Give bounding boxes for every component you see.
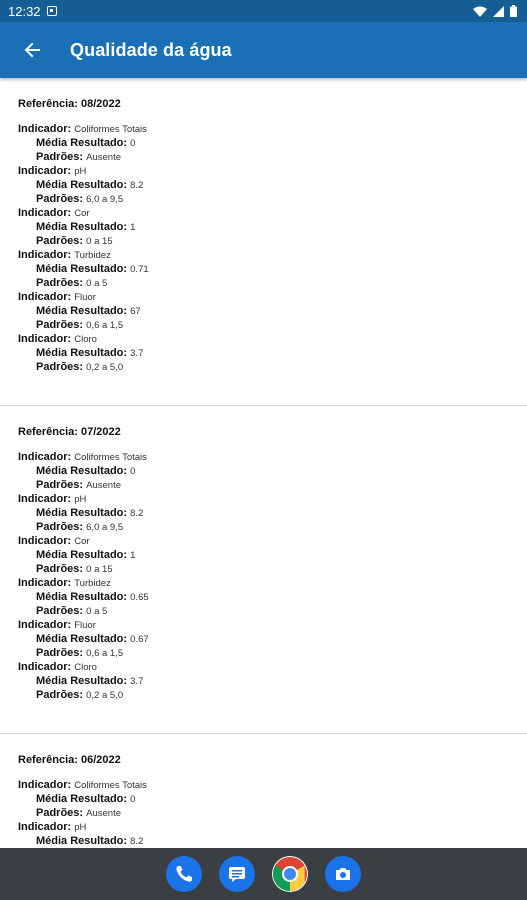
reference-value: 07/2022 [80,426,121,438]
media-row [18,506,509,520]
indicator-name: Fluor [74,292,96,303]
indicator-name: Coliformes Totais [74,452,147,463]
padroes-label: Padrões: [36,521,84,533]
padroes-label: Padrões: [36,807,84,819]
indicator-row [18,248,509,262]
padroes-value: 6,0 a 9,5 [86,522,124,533]
padroes-row [18,604,509,618]
app-bar [0,22,527,78]
battery-icon [510,5,517,17]
indicator-label: Indicador: [18,291,72,303]
media-row [18,834,509,848]
padroes-label: Padrões: [36,193,84,205]
indicator-label: Indicador: [18,779,72,791]
padroes-row [18,318,509,332]
page-title: Qualidade da água [70,39,232,60]
indicator-row [18,820,509,834]
padroes-value: 0 a 15 [86,236,113,247]
media-row [18,674,509,688]
media-label: Média Resultado: [36,347,128,359]
padroes-label: Padrões: [36,361,84,373]
media-label: Média Resultado: [36,507,128,519]
media-value: 0 [130,794,136,805]
indicator-row [18,778,509,792]
media-row [18,136,509,150]
indicator-row [18,492,509,506]
padroes-row [18,360,509,374]
media-row [18,178,509,192]
media-row [18,548,509,562]
indicator-row [18,660,509,674]
indicator-name: Turbidez [74,578,111,589]
media-value: 3.7 [130,348,144,359]
padroes-value: 0 a 5 [86,278,108,289]
padroes-row [18,234,509,248]
indicator-label: Indicador: [18,333,72,345]
padroes-label: Padrões: [36,319,84,331]
media-label: Média Resultado: [36,305,128,317]
media-row [18,304,509,318]
indicator-name: Cloro [74,334,97,345]
indicator-name: pH [74,494,87,505]
media-value: 0 [130,466,136,477]
media-value: 67 [130,306,141,317]
indicator-label: Indicador: [18,493,72,505]
padroes-label: Padrões: [36,689,84,701]
phone-app-button[interactable] [166,856,202,892]
indicator-row [18,164,509,178]
media-row [18,792,509,806]
media-value: 1 [130,222,136,233]
media-label: Média Resultado: [36,137,128,149]
indicator-label: Indicador: [18,249,72,261]
chrome-app-button[interactable] [272,856,308,892]
record-reference [18,754,509,766]
phone-icon [174,864,194,884]
wifi-icon [473,6,487,17]
record-reference [18,98,509,110]
indicator-row [18,450,509,464]
media-row [18,262,509,276]
media-label: Média Resultado: [36,263,128,275]
media-row [18,632,509,646]
padroes-value: 0 a 15 [86,564,113,575]
padroes-label: Padrões: [36,235,84,247]
indicator-name: Cloro [74,662,97,673]
indicator-row [18,618,509,632]
reference-label: Referência: [18,426,78,438]
media-label: Média Resultado: [36,549,128,561]
media-value: 0.67 [130,634,149,645]
padroes-label: Padrões: [36,605,84,617]
app-dock [0,848,527,900]
reference-label: Referência: [18,98,78,110]
indicator-label: Indicador: [18,821,72,833]
indicator-label: Indicador: [18,535,72,547]
padroes-value: 0,6 a 1,5 [86,320,124,331]
media-label: Média Resultado: [36,179,128,191]
indicator-label: Indicador: [18,577,72,589]
notification-icon [47,6,57,16]
indicator-name: Turbidez [74,250,111,261]
media-label: Média Resultado: [36,675,128,687]
media-value: 0.65 [130,592,149,603]
arrow-back-icon [24,42,40,58]
media-row [18,590,509,604]
padroes-row [18,478,509,492]
padroes-row [18,520,509,534]
indicator-row [18,534,509,548]
media-row [18,464,509,478]
padroes-label: Padrões: [36,563,84,575]
padroes-row [18,806,509,820]
back-button[interactable] [20,38,44,62]
media-value: 8.2 [130,180,144,191]
media-value: 0.71 [130,264,149,275]
record-card [0,406,527,734]
media-row [18,346,509,360]
camera-app-button[interactable] [325,856,361,892]
padroes-label: Padrões: [36,277,84,289]
media-label: Média Resultado: [36,633,128,645]
record-card [0,78,527,406]
indicator-name: pH [74,822,87,833]
record-card [0,734,527,848]
padroes-value: 0,2 a 5,0 [86,690,124,701]
padroes-value: Ausente [86,808,122,819]
indicator-label: Indicador: [18,451,72,463]
padroes-value: 6,0 a 9,5 [86,194,124,205]
indicator-row [18,290,509,304]
media-label: Média Resultado: [36,793,128,805]
media-value: 8.2 [130,836,144,847]
media-label: Média Resultado: [36,591,128,603]
record-reference [18,426,509,438]
padroes-row [18,192,509,206]
status-time: 12:32 [8,3,41,19]
chrome-icon [272,856,308,892]
padroes-value: Ausente [86,480,122,491]
indicator-row [18,206,509,220]
signal-icon [493,6,504,17]
media-label: Média Resultado: [36,221,128,233]
media-label: Média Resultado: [36,465,128,477]
indicator-name: Cor [74,208,90,219]
media-value: 1 [130,550,136,561]
padroes-row [18,276,509,290]
reference-value: 06/2022 [80,754,121,766]
reference-label: Referência: [18,754,78,766]
padroes-value: 0,2 a 5,0 [86,362,124,373]
messages-icon [227,864,247,884]
indicator-label: Indicador: [18,661,72,673]
indicator-name: Fluor [74,620,96,631]
indicator-label: Indicador: [18,123,72,135]
reference-value: 08/2022 [80,98,121,110]
indicator-label: Indicador: [18,619,72,631]
indicator-name: pH [74,166,87,177]
indicator-row [18,122,509,136]
padroes-label: Padrões: [36,151,84,163]
padroes-value: 0,6 a 1,5 [86,648,124,659]
records-list[interactable] [0,78,527,848]
indicator-name: Coliformes Totais [74,124,147,135]
media-row [18,220,509,234]
media-value: 0 [130,138,136,149]
padroes-label: Padrões: [36,647,84,659]
indicator-row [18,576,509,590]
indicator-row [18,332,509,346]
padroes-row [18,646,509,660]
padroes-row [18,150,509,164]
padroes-row [18,562,509,576]
padroes-value: Ausente [86,152,122,163]
status-bar [0,0,527,22]
indicator-label: Indicador: [18,207,72,219]
camera-icon [333,864,353,884]
padroes-label: Padrões: [36,479,84,491]
messages-app-button[interactable] [219,856,255,892]
media-label: Média Resultado: [36,835,128,847]
indicator-label: Indicador: [18,165,72,177]
indicator-name: Cor [74,536,90,547]
media-value: 3.7 [130,676,144,687]
padroes-value: 0 a 5 [86,606,108,617]
indicator-name: Coliformes Totais [74,780,147,791]
padroes-row [18,688,509,702]
media-value: 8.2 [130,508,144,519]
